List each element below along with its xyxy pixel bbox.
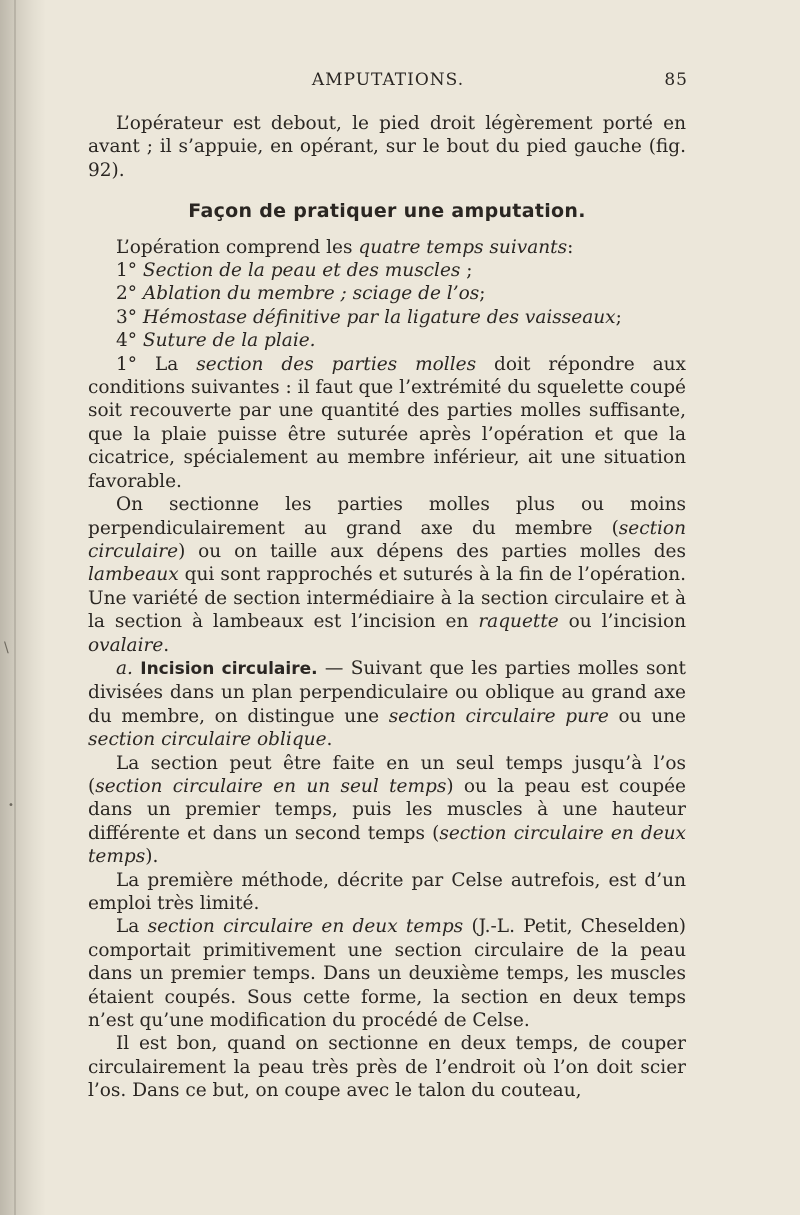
single-time-paragraph: La section peut être faite en un seul temps jusqu’à l’os (section circulaire en un seul temps) ou la peau est coupée dans un premier temps, puis les muscles à une hauteur différente et dans un second temps (section circulaire en deux temps).	[88, 752, 686, 868]
running-header	[88, 70, 688, 96]
step-3: 3° Hémostase définitive par la ligature des vaisseaux;	[116, 306, 622, 328]
soft-parts-paragraph: 1° La section des parties molles doit répondre aux conditions suivantes : il faut que l’extrémité du squelette coupé soit recouverte par une quantité des parties molles suffisante, que la plaie puisse être suturée après l’opération et que la cicatrice, spécialement au membre inférieur, ait une situation favorable.	[88, 353, 686, 492]
step-2: 2° Ablation du membre ; sciage de l’os;	[116, 283, 486, 305]
step-4: 4° Suture de la plaie.	[116, 330, 316, 352]
margin-dot: •	[8, 800, 14, 811]
operation-lead: L’opération comprend les quatre temps suivants:	[116, 236, 574, 258]
circular-incision-paragraph: a. Incision circulaire. — Suivant que les parties molles sont divisées dans un plan perpendiculaire ou oblique au grand axe du membre, on distingue une section circulaire pure ou une section circulaire oblique.	[88, 657, 686, 751]
section-heading: Façon de pratiquer une amputation.	[188, 200, 586, 223]
page-body	[88, 112, 686, 1103]
two-time-paragraph: La section circulaire en deux temps (J.-L. Petit, Cheselden) comportait primitivement une section circulaire de la peau dans un premier temps. Dans un deuxième temps, les muscles étaient coupés. Sous cette forme, la section en deux temps n’est qu’une modification du procédé de Celse.	[88, 916, 687, 1032]
page-spine-shadow	[0, 0, 46, 1215]
margin-mark: \	[4, 640, 9, 656]
binding-edge	[14, 0, 16, 1215]
sectioning-paragraph: On sectionne les parties molles plus ou moins perpendiculairement au grand axe du membre (section circulaire) ou on taille aux dépens des parties molles des lambeaux qui sont rapprochés et suturés à la fin de l’opération. Une variété de section intermédiaire à la section circulaire et à la section à lambeaux est l’incision en raquette ou l’incision ovalaire.	[88, 494, 686, 656]
closing-paragraph: Il est bon, quand on sectionne en deux temps, de couper circulairement la peau très près de l’endroit où l’on doit scier l’os. Dans ce but, on coupe avec le talon du couteau,	[88, 1033, 686, 1102]
page-number: 85	[664, 70, 688, 90]
celse-paragraph: La première méthode, décrite par Celse autrefois, est d’un emploi très limité.	[88, 869, 686, 914]
step-1: 1° Section de la peau et des muscles ;	[116, 260, 473, 282]
running-title: AMPUTATIONS.	[311, 70, 465, 90]
intro-paragraph: L’opérateur est debout, le pied droit légèrement porté en avant ; il s’appuie, en opérant, sur le bout du pied gauche (fig. 92).	[88, 113, 686, 181]
